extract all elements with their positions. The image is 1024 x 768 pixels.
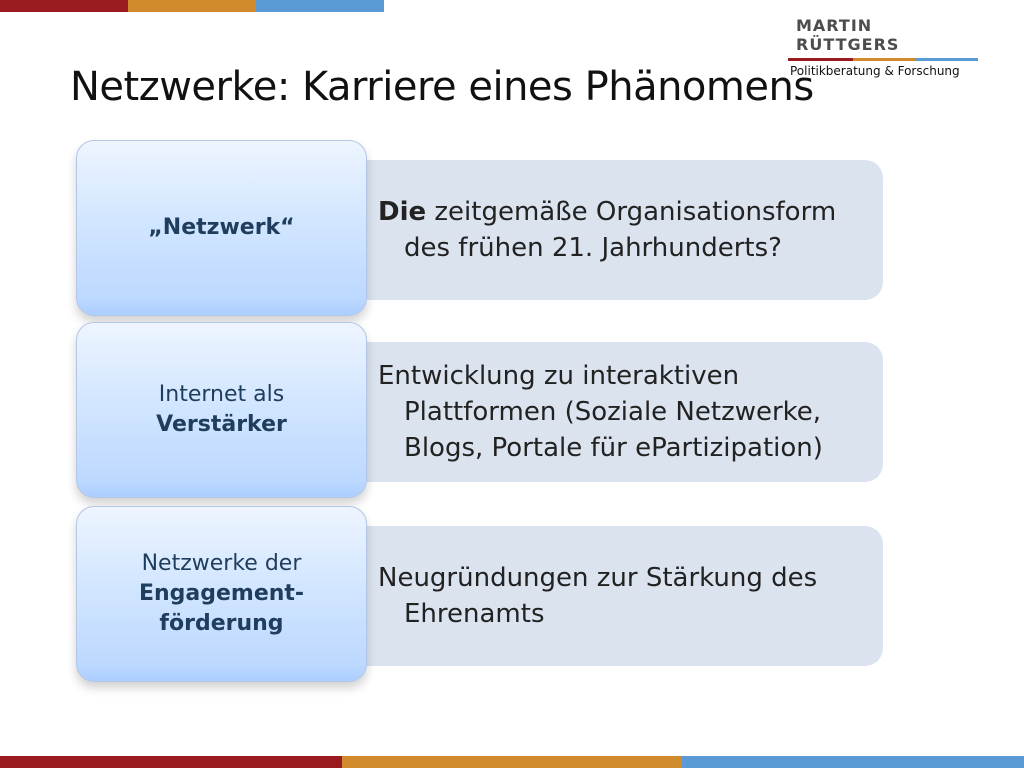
logo-name: MARTIN RÜTTGERS xyxy=(796,16,900,54)
row-1-text-line1-rest: zeitgemäße Organisationsform xyxy=(434,197,837,227)
logo-bar-orange xyxy=(853,58,916,61)
row-1-text-bold: Die xyxy=(378,197,427,227)
row-3-label-line3: förderung xyxy=(159,611,284,636)
row-3-text-box xyxy=(320,526,883,666)
top-stripe-red xyxy=(0,0,128,12)
top-stripe-orange xyxy=(128,0,256,12)
row-1-text xyxy=(378,194,836,266)
row-2-label-line1: Internet als xyxy=(158,382,285,407)
logo xyxy=(788,16,978,78)
row-2-label-line2: Verstärker xyxy=(156,412,287,437)
logo-bar-red xyxy=(788,58,853,61)
row-3-label-line1: Netzwerke der xyxy=(141,551,302,576)
row-3-text-line2: Ehrenamts xyxy=(404,599,545,629)
row-2-text-line1: Entwicklung zu interaktiven xyxy=(378,361,740,391)
logo-bar-blue xyxy=(915,58,978,61)
row-3-label-box xyxy=(76,506,367,682)
bottom-stripe-red xyxy=(0,756,342,768)
row-2-text xyxy=(378,358,823,466)
row-2-text-line2: Plattformen (Soziale Netzwerke, xyxy=(404,397,822,427)
top-stripe-blue xyxy=(256,0,384,12)
row-3-label-line2: Engagement- xyxy=(138,581,305,606)
row-3 xyxy=(0,506,1024,686)
row-1-text-line2: des frühen 21. Jahrhunderts? xyxy=(404,233,782,263)
row-2 xyxy=(0,322,1024,502)
row-2-label-box xyxy=(76,322,367,498)
logo-tagline: Politikberatung & Forschung xyxy=(790,64,960,78)
row-3-text xyxy=(378,560,817,632)
row-1-label-box xyxy=(76,140,367,316)
row-3-text-line1: Neugründungen zur Stärkung des xyxy=(378,563,818,593)
bottom-stripe-orange xyxy=(342,756,682,768)
logo-color-bars xyxy=(788,58,978,61)
row-1 xyxy=(0,140,1024,320)
row-1-label: „Netzwerk“ xyxy=(148,215,295,240)
row-1-text-box xyxy=(320,160,883,300)
row-2-text-box xyxy=(320,342,883,482)
slide-title: Netzwerke: Karriere eines Phänomens xyxy=(70,64,814,110)
row-2-text-line3: Blogs, Portale für ePartizipation) xyxy=(404,433,823,463)
bottom-stripe-blue xyxy=(682,756,1024,768)
